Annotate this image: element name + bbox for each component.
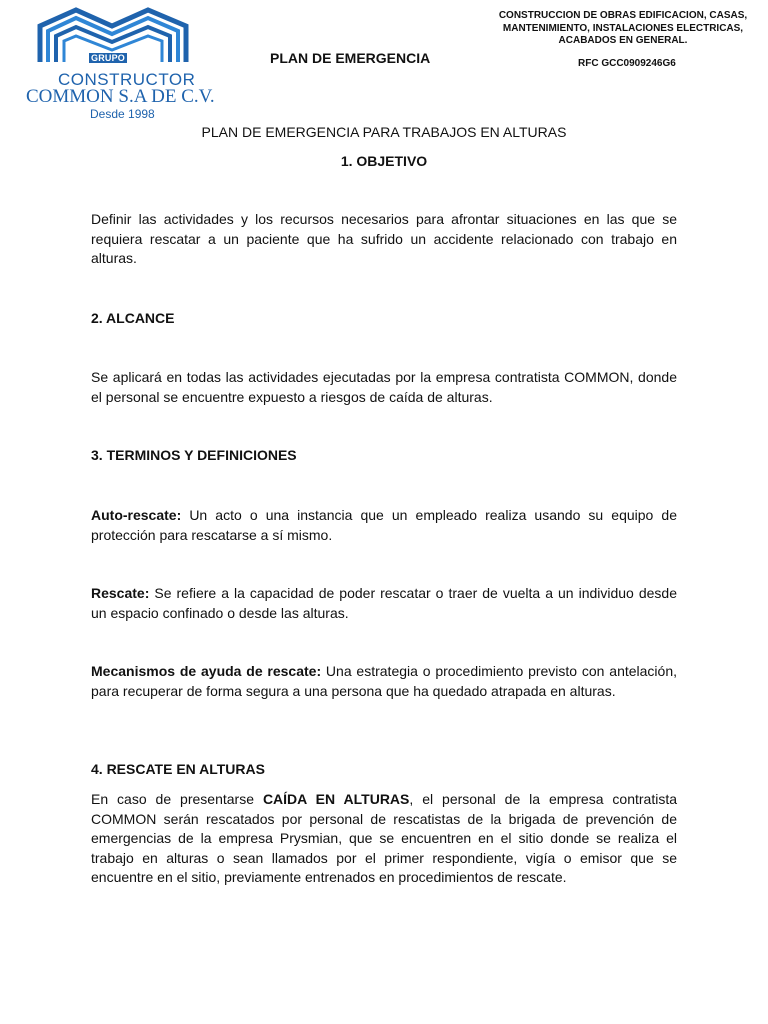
definition-text: Se refiere a la capacidad de poder rescatar o traer de vuelta a un individuo desde un espacio confinado o desde las alturas.: [91, 585, 677, 621]
section-objetivo-heading: 1. OBJETIVO: [340, 153, 428, 169]
rescate-text-end: , el personal de la empresa contratista COMMON serán rescatados por personal de rescatistas de la brigada de prevención de emergencias de la empresa Prysmian, que se encuentren en el sitio donde se realiza el trabajo en alturas o sean llamados por el primer respondiente, vigía o emisor que se encuentre en el sitio, previamente entrenados en procedimientos de rescate.: [91, 791, 677, 885]
header-title: PLAN DE EMERGENCIA: [270, 50, 431, 66]
rescate-text-start: En caso de presentarse: [91, 791, 263, 807]
logo-company-name: COMMON S.A DE C.V.: [26, 86, 215, 107]
section-alcance-text: Se aplicará en todas las actividades ejecutadas por la empresa contratista COMMON, donde el personal se encuentre expuesto a riesgos de caída de alturas.: [91, 369, 677, 405]
definition-term: Mecanismos de ayuda de rescate:: [91, 663, 322, 679]
logo-grupo-text: GRUPO: [91, 53, 126, 63]
section-objetivo-text: Definir las actividades y los recursos necesarios para afrontar situaciones en las que se requiera rescatar a un paciente que ha sufrido un accidente relacionado con trabajo en alturas.: [91, 211, 677, 266]
company-services: CONSTRUCCION DE OBRAS EDIFICACION, CASAS, MANTENIMIENTO, INSTALACIONES ELECTRICAS, ACABADOS EN GENERAL.: [498, 10, 748, 46]
section-rescate-text: [91, 790, 677, 888]
logo-since-text: Desde 1998: [90, 107, 155, 121]
section-terminos-heading: 3. TERMINOS Y DEFINICIONES: [91, 447, 297, 463]
rescate-emphasis: CAÍDA EN ALTURAS: [262, 791, 410, 807]
definition-text: Una estrategia o procedimiento previsto con antelación, para recuperar de forma segura a una persona que ha quedado atrapada en alturas.: [91, 663, 677, 699]
definition-rescate: [91, 584, 677, 623]
definition-text: Un acto o una instancia que un empleado realiza usando su equipo de protección para rescatarse a sí mismo.: [91, 507, 677, 543]
company-rfc: RFC GCC0909246G6: [578, 58, 676, 69]
section-alcance-heading: 2. ALCANCE: [91, 310, 175, 326]
definition-term: Rescate:: [91, 585, 150, 601]
definition-mecanismos: [91, 662, 677, 701]
logo-constructor-text: CONSTRUCTOR: [58, 70, 196, 89]
section-rescate-heading: 4. RESCATE EN ALTURAS: [91, 761, 265, 777]
definition-term: Auto-rescate:: [91, 507, 182, 523]
document-title: PLAN DE EMERGENCIA PARA TRABAJOS EN ALTURAS: [201, 124, 567, 140]
definition-auto-rescate: [91, 506, 677, 545]
company-logo: [22, 6, 232, 121]
